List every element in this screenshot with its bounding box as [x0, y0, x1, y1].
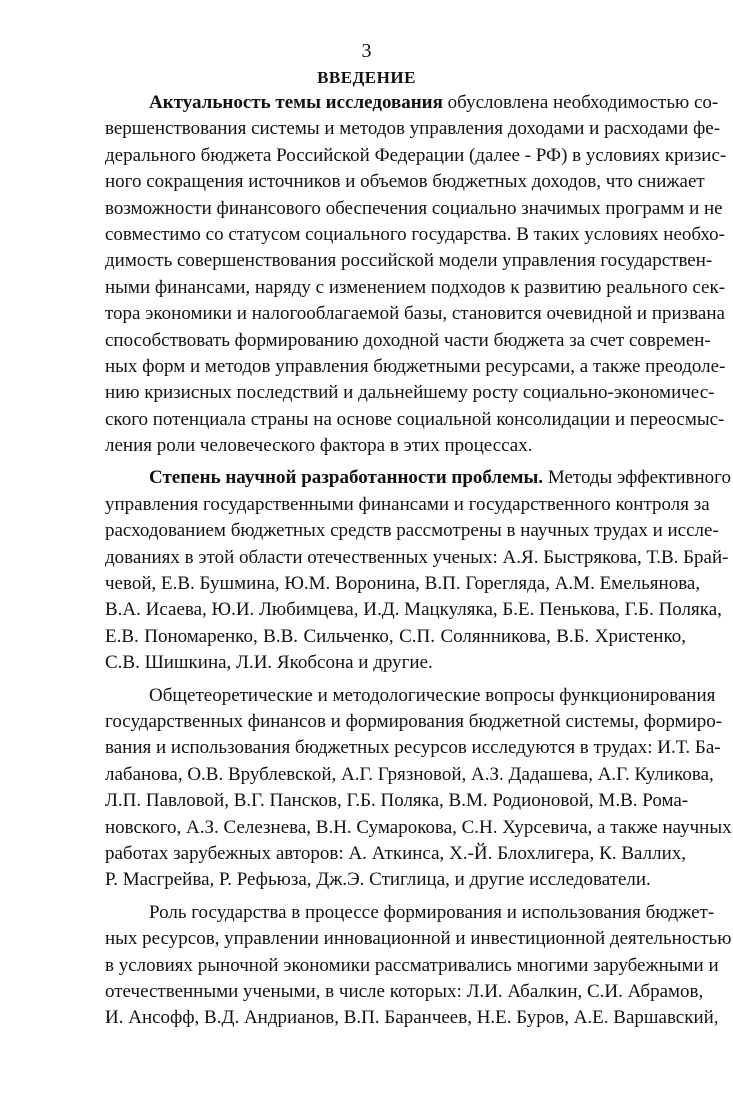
body-text	[105, 90, 732, 1032]
text-line: нию кризисных последствий и дальнейшему росту социально-экономичес-	[105, 382, 715, 404]
text-line: совместимо со статусом социального государства. В таких условиях необхо-	[105, 223, 725, 245]
text-line: возможности финансового обеспечения социально значимых программ и не	[105, 197, 723, 219]
text-line: чевой, Е.В. Бушмина, Ю.М. Воронина, В.П. Горегляда, А.М. Емельянова,	[105, 573, 701, 595]
text-line: Р. Масгрейва, Р. Рефьюза, Дж.Э. Стиглица, и другие исследователи.	[105, 869, 651, 891]
paragraph-lead: Степень научной разработанности проблемы.	[149, 467, 544, 489]
text-line: И. Ансофф, В.Д. Андрианов, В.П. Баранчеев, Н.Е. Буров, А.Е. Варшавский,	[105, 1007, 719, 1029]
text-line: ления роли человеческого фактора в этих процессах.	[105, 435, 533, 457]
text-line: расходованием бюджетных средств рассмотрены в научных трудах и иссле-	[105, 520, 719, 542]
paragraph-lead: Актуальность темы исследования	[149, 92, 443, 113]
paragraph	[105, 465, 731, 676]
text-line: ными финансами, наряду с изменением подходов к развитию реального сек-	[105, 276, 726, 298]
text-line: ного сокращения источников и объемов бюджетных доходов, что снижает	[105, 171, 705, 193]
text-line: ных форм и методов управления бюджетными ресурсами, а также преодоле-	[105, 355, 726, 377]
text-line: дованиях в этой области отечественных ученых: А.Я. Быстрякова, Т.В. Брай-	[105, 546, 729, 568]
text-line	[105, 465, 731, 491]
text-line: ского потенциала страны на основе социальной консолидации и переосмыс-	[105, 408, 725, 430]
text-line: Л.П. Павловой, В.Г. Пансков, Г.Б. Поляка, В.М. Родионовой, М.В. Рома-	[105, 790, 689, 812]
text-line: государственных финансов и формирования бюджетной системы, формиро-	[105, 710, 723, 732]
text-line: димость совершенствования российской модели управления государствен-	[105, 250, 713, 272]
text-line: отечественными учеными, в числе которых: Л.И. Абалкин, С.И. Абрамов,	[105, 980, 704, 1002]
text-line: Роль государства в процессе формирования и использования бюджет-	[149, 901, 715, 923]
text-line: в условиях рыночной экономики рассматривались многими зарубежными и	[105, 954, 719, 976]
text-line: тора экономики и налогооблагаемой базы, становится очевидной и призвана	[105, 303, 725, 325]
paragraph-lead-continuation: обусловлена необходимостью со-	[442, 92, 719, 113]
page-number: 3	[361, 40, 372, 62]
paragraph-lead-continuation: Методы эффективного	[543, 467, 731, 489]
text-line: работах зарубежных авторов: А. Аткинса, Х.-Й. Блохлигера, К. Валлих,	[105, 842, 686, 864]
paragraph	[105, 90, 727, 459]
text-line: новского, А.З. Селезнева, В.Н. Сумарокова, С.Н. Хурсевича, а также научных	[105, 816, 732, 838]
text-line: Е.В. Пономаренко, В.В. Сильченко, С.П. Солянникова, В.Б. Христенко,	[105, 625, 686, 647]
text-line: управления государственными финансами и государственного контроля за	[105, 493, 710, 515]
text-line: вания и использования бюджетных ресурсов исследуются в трудах: И.Т. Ба-	[105, 737, 721, 759]
text-line: лабанова, О.В. Врублевской, А.Г. Грязновой, А.З. Дадашева, А.Г. Куликова,	[105, 763, 714, 785]
paragraph	[105, 683, 732, 894]
text-line	[105, 90, 719, 116]
text-line: Общетеоретические и методологические вопросы функционирования	[149, 684, 716, 706]
paragraph	[105, 900, 732, 1032]
text-line: вершенствования системы и методов управления доходами и расходами фе-	[105, 118, 721, 140]
section-title: ВВЕДЕНИЕ	[317, 68, 416, 87]
text-line: В.А. Исаева, Ю.И. Любимцева, И.Д. Мацкуляка, Б.Е. Пенькова, Г.Б. Поляка,	[105, 599, 722, 621]
text-line: способствовать формированию доходной части бюджета за счет современ-	[105, 329, 711, 351]
text-line: ных ресурсов, управлении инновационной и инвестиционной деятельностью	[105, 928, 732, 950]
text-line: дерального бюджета Российской Федерации (далее - РФ) в условиях кризис-	[105, 144, 727, 166]
text-line: С.В. Шишкина, Л.И. Якобсона и другие.	[105, 652, 433, 674]
